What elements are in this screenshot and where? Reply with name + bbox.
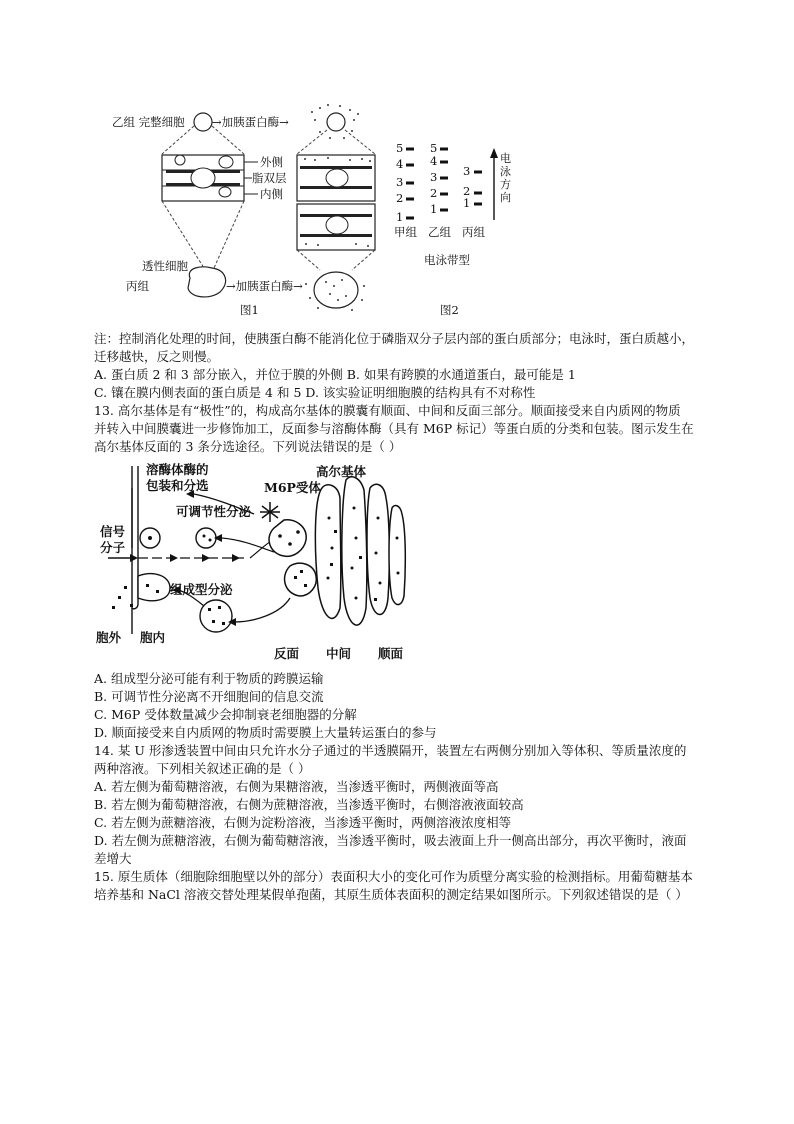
label-add-enzyme-top: →加胰蛋白酶→: [212, 115, 289, 129]
jia-num-5: 5: [396, 141, 404, 155]
label-inside: 胞内: [140, 630, 166, 645]
jia-num-2: 2: [396, 191, 404, 205]
figure-1-caption: 图1: [240, 303, 259, 317]
note-line-1: 注：控制消化处理的时间，使胰蛋白酶不能消化位于磷脂双分子层内部的蛋白质部分；电泳时，蛋白质越小，: [94, 331, 695, 346]
q12-options-ab: A. 蛋白质 2 和 3 部分嵌入，并位于膜的外侧 B. 如果有跨膜的水通道蛋白，最可能是 1: [94, 367, 576, 382]
q14-stem-1: 14. 某 U 形渗透装置中间由只允许水分子通过的半透膜隔开，装置左右两侧分别加入等体积、等质量浓度的: [94, 743, 687, 758]
q12-options-cd: C. 镶在膜内侧表面的蛋白质是 4 和 5 D. 该实验证明细胞膜的结构具有不对称性: [94, 385, 536, 400]
label-cis: 顺面: [378, 646, 404, 661]
q13-option-b: B. 可调节性分泌离不开细胞间的信息交流: [94, 689, 324, 704]
q14-option-b: B. 若左侧为葡萄糖溶液，右侧为蔗糖溶液，当渗透平衡时，右侧溶液液面较高: [94, 797, 524, 812]
q13-option-c: C. M6P 受体数量减少会抑制衰老细胞器的分解: [94, 707, 357, 722]
label-trans: 反面: [274, 646, 300, 661]
label-enzyme-pack-2: 包装和分选: [146, 478, 209, 493]
q13-option-a: A. 组成型分泌可能有利于物质的跨膜运输: [94, 671, 324, 686]
col-yi: 乙组: [428, 225, 451, 239]
label-yizu: 乙组 完整细胞: [112, 115, 185, 129]
q14-option-a: A. 若左侧为葡萄糖溶液，右侧为果糖溶液，当渗透平衡时，两侧液面等高: [94, 779, 499, 794]
q15-stem-2: 培养基和 NaCl 溶液交替处理某假单孢菌，其原生质体表面积的测定结果如图所示。下列叙述错误的是（ ）: [94, 887, 688, 902]
label-outer: 外侧: [260, 155, 283, 169]
q13-stem-2: 并转入中间膜囊进一步修饰加工，反面参与溶酶体酶（具有 M6P 标记）等蛋白质的分类和包装。图示发生在: [94, 421, 694, 436]
label-middle: 中间: [326, 646, 352, 661]
col-bing: 丙组: [462, 225, 485, 239]
label-add-enzyme-bottom: →加胰蛋白酶→: [226, 279, 303, 293]
label-regulated: 可调节性分泌: [176, 504, 252, 519]
q14-stem-2: 两种溶液。下列相关叙述正确的是（ ）: [94, 761, 311, 776]
band-title: 电泳带型: [424, 253, 470, 267]
q13-stem-1: 13. 高尔基体是有“极性”的，构成高尔基体的膜囊有顺面、中间和反面三部分。顺面接受来自内质网的物质: [94, 403, 681, 418]
jia-num-4: 4: [396, 157, 404, 171]
label-inner: 内侧: [260, 187, 283, 201]
note-line-2: 迁移越快，反之则慢。: [94, 349, 220, 364]
yi-num-1: 1: [430, 202, 438, 216]
label-direction: 电泳方向: [500, 152, 511, 204]
figure-golgi: [94, 458, 424, 663]
label-outside: 胞外: [96, 630, 122, 645]
label-signal-1: 信号: [100, 524, 126, 539]
yi-num-4: 4: [430, 154, 438, 168]
label-bilayer: 脂双层: [252, 171, 287, 185]
q15-stem-1: 15. 原生质体（细胞除细胞壁以外的部分）表面积大小的变化可作为质壁分离实验的检测指标。用葡萄糖基本: [94, 869, 693, 884]
yi-num-3: 3: [430, 170, 438, 184]
q13-option-d: D. 顺面接受来自内质网的物质时需要膜上大量转运蛋白的参与: [94, 725, 437, 740]
yi-num-5: 5: [430, 141, 438, 155]
q14-option-d-2: 差增大: [94, 851, 132, 866]
yi-num-2: 2: [430, 186, 438, 200]
bing-num-1: 1: [463, 196, 471, 210]
figure-1: [100, 100, 400, 320]
label-permeable: 透性细胞: [142, 259, 188, 273]
figure-2-caption: 图2: [440, 303, 459, 317]
label-golgi: 高尔基体: [316, 464, 367, 479]
label-bingzu: 丙组: [126, 279, 149, 293]
bing-num-2: 2: [463, 184, 471, 198]
q14-option-c: C. 若左侧为蔗糖溶液，右侧为淀粉溶液，当渗透平衡时，两侧溶液浓度相等: [94, 815, 512, 830]
col-jia: 甲组: [394, 225, 417, 239]
jia-num-3: 3: [396, 175, 404, 189]
label-m6p: M6P受体: [264, 480, 321, 495]
q13-stem-3: 高尔基体反面的 3 条分选途径。下列说法错误的是（ ）: [94, 439, 402, 454]
figure-2: [390, 138, 530, 320]
bing-num-3: 3: [463, 164, 471, 178]
label-signal-2: 分子: [100, 540, 126, 555]
label-constitutive: 组成型分泌: [170, 582, 233, 597]
jia-num-1: 1: [396, 210, 404, 224]
label-enzyme-pack-1: 溶酶体酶的: [146, 462, 209, 477]
q14-option-d-1: D. 若左侧为蔗糖溶液，右侧为葡萄糖溶液，当渗透平衡时，吸去液面上升一侧高出部分，再次平衡时，液面: [94, 833, 687, 848]
